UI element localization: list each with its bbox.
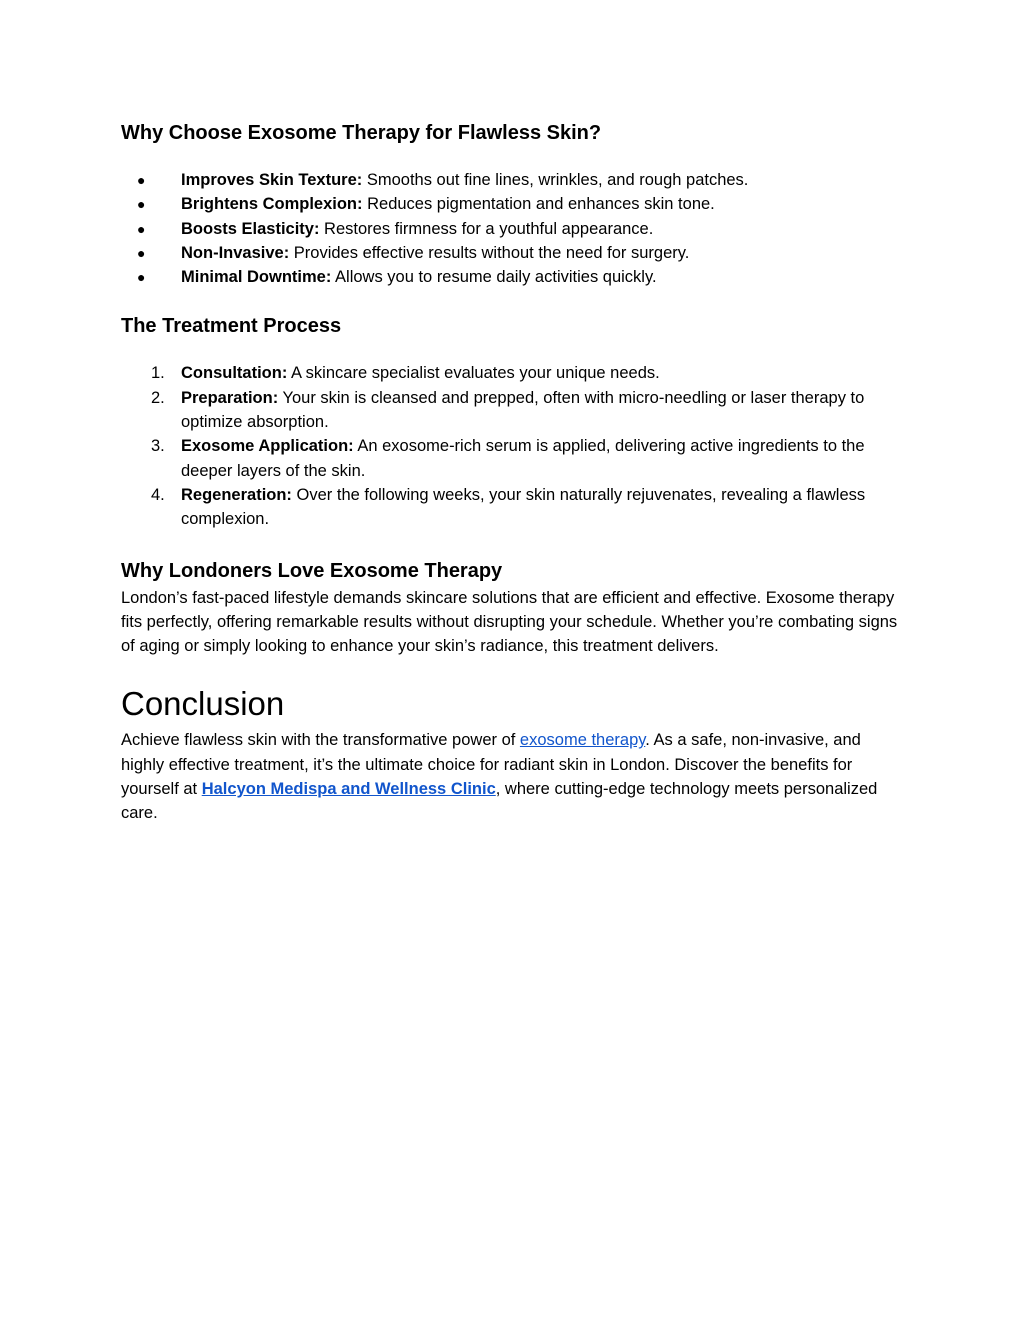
conclusion-text-3: , where cutting-edge technology meets personalized care.	[121, 780, 878, 823]
heading-why-londoners: Why Londoners Love Exosome Therapy	[121, 559, 503, 582]
list-item	[121, 192, 904, 216]
heading-conclusion: Conclusion	[121, 685, 285, 723]
bullet-icon: ●	[137, 172, 146, 188]
process-steps-list	[121, 361, 904, 531]
bullet-icon: ●	[137, 269, 146, 286]
bullet-icon: ●	[137, 220, 146, 237]
heading-treatment-process: The Treatment Process	[121, 315, 342, 338]
list-item	[121, 361, 904, 385]
item-text: Restores firmness for a youthful appearance.	[319, 219, 654, 238]
step-label: Preparation:	[181, 388, 279, 407]
list-item	[121, 386, 904, 435]
item-label: Minimal Downtime:	[181, 268, 332, 287]
step-label: Consultation:	[181, 364, 288, 383]
step-label: Exosome Application:	[181, 437, 354, 456]
conclusion-paragraph	[121, 728, 904, 825]
benefits-list	[121, 168, 904, 289]
londoners-paragraph: London’s fast-paced lifestyle demands skincare solutions that are efficient and effective. Exosome therapy fits perfectly, offering remarkable results without disrupting your schedule. Whether you’re combating signs of aging or simply looking to enhance your skin’s radiance, this treatment delivers.	[121, 588, 898, 656]
conclusion-text-2: . As a safe, non-invasive, and highly effective treatment, it’s the ultimate choice for radiant skin in London. Discover the benefits for yourself at	[121, 731, 861, 799]
list-item	[121, 168, 904, 192]
bullet-icon: ●	[137, 196, 146, 213]
bullet-icon: ●	[137, 244, 146, 261]
item-label: Brightens Complexion:	[181, 195, 363, 214]
step-number: 3.	[151, 437, 165, 456]
item-text: Reduces pigmentation and enhances skin tone.	[362, 195, 715, 214]
item-text: Provides effective results without the need for surgery.	[289, 243, 690, 262]
step-text: An exosome-rich serum is applied, delivering active ingredients to the deeper layers of the skin.	[181, 437, 865, 480]
step-text: A skincare specialist evaluates your unique needs.	[287, 364, 660, 383]
step-number: 2.	[151, 388, 165, 407]
item-text: Smooths out fine lines, wrinkles, and rough patches.	[362, 171, 749, 189]
list-item	[121, 434, 904, 483]
list-item	[121, 265, 904, 289]
exosome-therapy-link[interactable]: exosome therapy	[519, 731, 646, 750]
halcyon-clinic-link[interactable]: Halcyon Medispa and Wellness Clinic	[201, 780, 496, 799]
list-item	[121, 241, 904, 265]
list-item	[121, 483, 904, 532]
step-number: 1.	[151, 364, 165, 383]
item-label: Improves Skin Texture:	[181, 171, 363, 189]
step-number: 4.	[151, 485, 165, 504]
item-label: Non-Invasive:	[181, 243, 290, 262]
item-text: Allows you to resume daily activities quickly.	[331, 268, 657, 287]
list-item	[121, 217, 904, 241]
item-label: Boosts Elasticity:	[181, 219, 320, 238]
heading-why-choose: Why Choose Exosome Therapy for Flawless Skin?	[121, 122, 602, 144]
conclusion-text-1: Achieve flawless skin with the transformative power of	[121, 731, 520, 750]
step-text: Your skin is cleansed and prepped, often with micro-needling or laser therapy to optimize absorption.	[181, 388, 865, 432]
step-text: Over the following weeks, your skin naturally rejuvenates, revealing a flawless complexion.	[181, 485, 866, 529]
step-label: Regeneration:	[181, 485, 292, 504]
